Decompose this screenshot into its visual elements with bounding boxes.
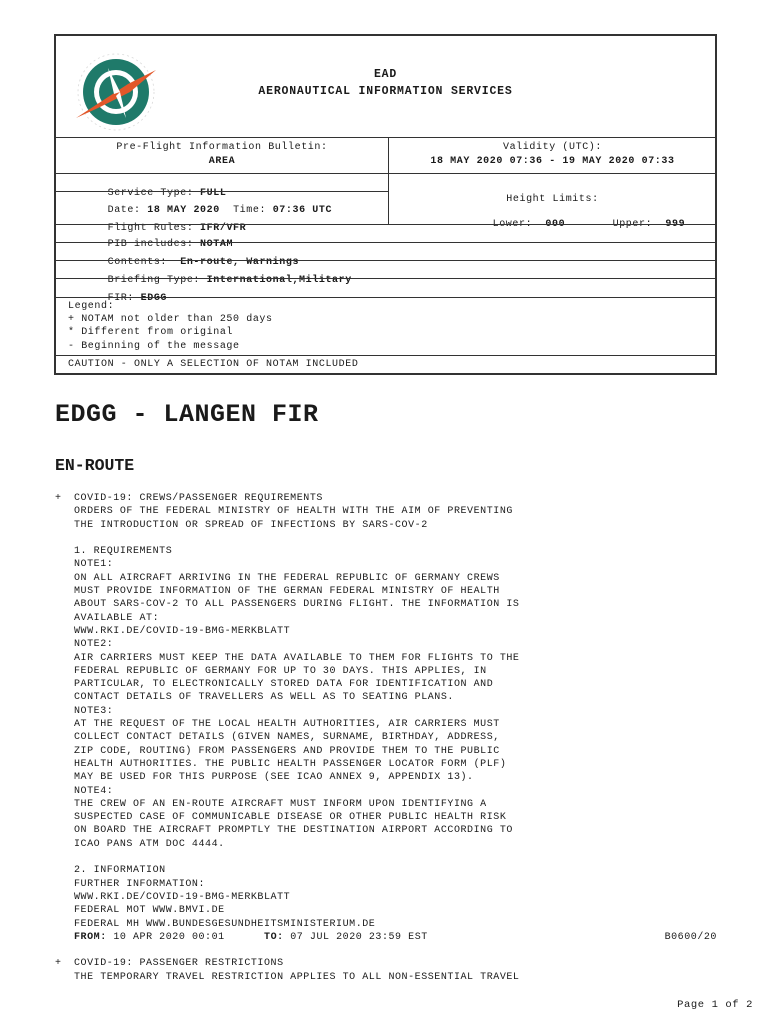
org-short: EAD: [373, 68, 398, 81]
fir-heading: EDGG - LANGEN FIR: [55, 400, 319, 429]
contents-value: En-route, Warnings: [180, 257, 300, 268]
service-type-label: Service Type:: [107, 188, 194, 199]
contents-row: [56, 242, 715, 268]
notam-item: [55, 492, 725, 944]
bulletin-row: [56, 137, 715, 173]
notam-line: 1. REQUIREMENTS: [74, 546, 173, 558]
flight-rules-value: IFR/VFR: [200, 223, 247, 234]
fir-value: EDGG: [140, 293, 168, 304]
lower-label: Lower:: [492, 219, 533, 230]
legend-row: [56, 297, 715, 355]
notam-line: FEDERAL MOT WWW.BMVI.DE: [74, 905, 225, 917]
notam-line: 2. INFORMATION: [74, 865, 166, 877]
legend-item: * Different from original: [68, 327, 234, 338]
service-type-value: FULL: [200, 188, 227, 199]
notam-line: COLLECT CONTACT DETAILS (GIVEN NAMES, SURNAME, BIRTHDAY, ADDRESS,: [74, 732, 500, 744]
briefing-type-value: International,Military: [206, 275, 352, 286]
date-height-row: [56, 186, 715, 234]
notam-line: WWW.RKI.DE/COVID-19-BMG-MERKBLATT: [74, 625, 291, 637]
notam-id: B0600/20: [664, 931, 717, 943]
notam-line: ABOUT SARS-COV-2 TO ALL PASSENGERS DURING FLIGHT. THE INFORMATION IS: [74, 599, 520, 611]
notam-line: SUSPECTED CASE OF COMMUNICABLE DISEASE OR OTHER PUBLIC HEALTH RISK: [74, 812, 507, 824]
notam-line: ON ALL AIRCRAFT ARRIVING IN THE FEDERAL REPUBLIC OF GERMANY CREWS: [74, 572, 500, 584]
pib-header-box: [54, 34, 717, 375]
time-value: 07:36 UTC: [272, 205, 333, 216]
notam-line: COVID-19: PASSENGER RESTRICTIONS: [74, 958, 284, 970]
notam-line: NOTE1:: [74, 559, 114, 571]
notam-list: [55, 492, 725, 984]
notam-line: THE TEMPORARY TRAVEL RESTRICTION APPLIES TO ALL NON-ESSENTIAL TRAVEL: [74, 971, 520, 983]
bulletin-value: AREA: [208, 156, 236, 167]
notam-line: PARTICULAR, TO ELECTRONICALLY STORED DATA FOR IDENTIFICATION AND: [74, 679, 494, 691]
notam-line: ZIP CODE, ROUTING) FROM PASSENGERS AND PROVIDE THEM TO THE PUBLIC: [74, 745, 500, 757]
fir-label: FIR:: [107, 293, 135, 304]
pib-includes-value: NOTAM: [200, 239, 234, 250]
validity-value: 18 MAY 2020 07:36 - 19 MAY 2020 07:33: [430, 156, 675, 167]
upper-label: Upper:: [612, 219, 653, 230]
date-label: Date:: [107, 205, 141, 216]
notam-line: FURTHER INFORMATION:: [74, 878, 206, 890]
notam-line: AVAILABLE AT:: [74, 612, 160, 624]
notam-line: CONTACT DETAILS OF TRAVELLERS AS WELL AS TO SEATING PLANS.: [74, 692, 454, 704]
from-label: FROM:: [74, 931, 107, 943]
briefing-type-label: Briefing Type:: [107, 275, 201, 286]
from-value: 10 APR 2020 00:01: [113, 931, 225, 943]
lower-value: 000: [545, 219, 566, 230]
bulletin-label: Pre-Flight Information Bulletin:: [116, 142, 328, 153]
pib-includes-row: [56, 224, 715, 250]
section-heading: EN-ROUTE: [55, 456, 135, 475]
notam-text: [55, 957, 725, 984]
notam-marker: +: [55, 493, 62, 504]
date-value: 18 MAY 2020: [147, 205, 220, 216]
upper-value: 999: [665, 219, 686, 230]
notam-line: ON BOARD THE AIRCRAFT PROMPTLY THE DESTINATION AIRPORT ACCORDING TO: [74, 825, 513, 837]
legend-item: + NOTAM not older than 250 days: [68, 314, 273, 325]
pib-includes-label: PIB includes:: [107, 239, 194, 250]
notam-line: NOTE2:: [74, 639, 114, 651]
org-full: AERONAUTICAL INFORMATION SERVICES: [258, 85, 513, 98]
notam-line: FEDERAL MH WWW.BUNDESGESUNDHEITSMINISTERIUM.DE: [74, 918, 376, 930]
to-value: 07 JUL 2020 23:59 EST: [290, 931, 428, 943]
briefing-type-row: [56, 260, 715, 286]
legend-item: - Beginning of the message: [68, 341, 240, 352]
notam-line: [74, 532, 725, 545]
notam-line: THE CREW OF AN EN-ROUTE AIRCRAFT MUST INFORM UPON IDENTIFYING A: [74, 798, 487, 810]
notam-line: [74, 851, 725, 864]
page-number: Page 1 of 2: [677, 999, 753, 1011]
validity-label: Validity (UTC):: [502, 142, 602, 153]
fir-row: [56, 278, 715, 304]
notam-line: MAY BE USED FOR THIS PURPOSE (SEE ICAO ANNEX 9, APPENDIX 13).: [74, 772, 474, 784]
notam-line: THE INTRODUCTION OR SPREAD OF INFECTIONS BY SARS-COV-2: [74, 519, 428, 531]
time-label: Time:: [233, 205, 267, 216]
height-limits-label: Height Limits:: [506, 194, 599, 205]
caution-row: [56, 355, 715, 375]
contents-label: Contents:: [107, 257, 168, 268]
flight-rules-label: Flight Rules:: [107, 223, 194, 234]
notam-line: FEDERAL REPUBLIC OF GERMANY FOR UP TO 30 DAYS. THIS APPLIES, IN: [74, 665, 487, 677]
notam-text: [55, 492, 725, 931]
caution-text: CAUTION - ONLY A SELECTION OF NOTAM INCLUDED: [68, 359, 359, 370]
notam-validity: [55, 931, 725, 944]
notam-line: MUST PROVIDE INFORMATION OF THE GERMAN FEDERAL MINISTRY OF HEALTH: [74, 586, 500, 598]
notam-line: ICAO PANS ATM DOC 4444.: [74, 838, 225, 850]
notam-line: AIR CARRIERS MUST KEEP THE DATA AVAILABLE TO THEM FOR FLIGHTS TO THE: [74, 652, 520, 664]
notam-line: AT THE REQUEST OF THE LOCAL HEALTH AUTHORITIES, AIR CARRIERS MUST: [74, 719, 500, 731]
to-label: TO:: [264, 931, 284, 943]
notam-line: NOTE3:: [74, 705, 114, 717]
notam-line: WWW.RKI.DE/COVID-19-BMG-MERKBLATT: [74, 891, 291, 903]
legend-title: Legend:: [68, 301, 115, 312]
notam-line: NOTE4:: [74, 785, 114, 797]
notam-line: COVID-19: CREWS/PASSENGER REQUIREMENTS: [74, 493, 323, 504]
notam-line: HEALTH AUTHORITIES. THE PUBLIC HEALTH PASSENGER LOCATOR FORM (PLF): [74, 758, 507, 770]
notam-marker: +: [55, 958, 62, 970]
notam-item: [55, 957, 725, 984]
notam-line: ORDERS OF THE FEDERAL MINISTRY OF HEALTH WITH THE AIM OF PREVENTING: [74, 506, 513, 518]
